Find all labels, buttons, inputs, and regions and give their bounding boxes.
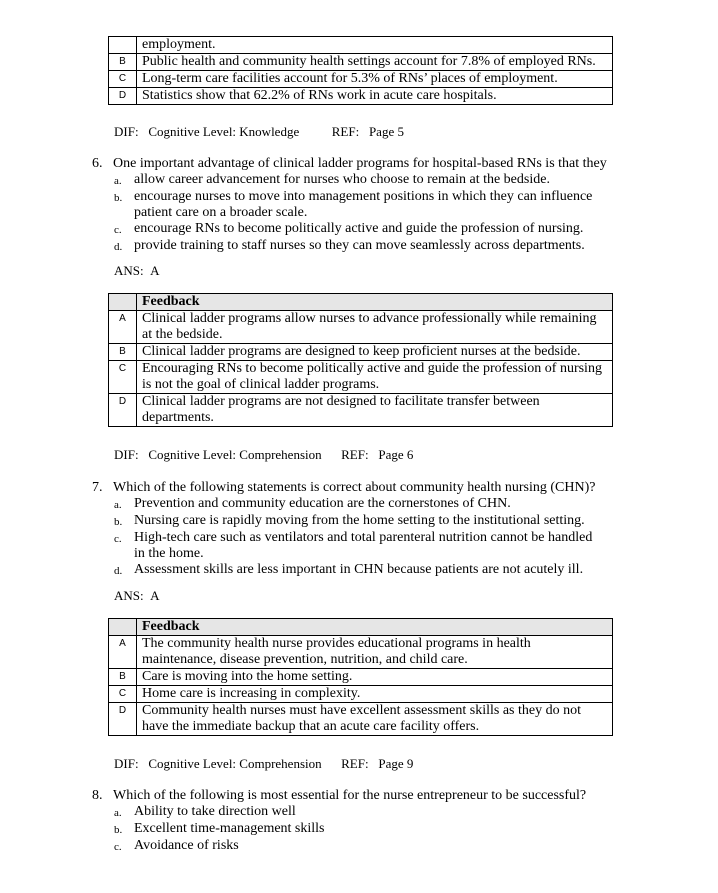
option-letter: c. <box>114 841 122 853</box>
dif-label: DIF: <box>114 756 139 771</box>
feedback-table-q5 <box>108 36 613 105</box>
feedback-letter: A <box>109 311 137 343</box>
answer-option <box>114 513 632 530</box>
question-7 <box>92 479 632 579</box>
ref-value: Page 5 <box>368 124 404 139</box>
feedback-header-row <box>109 619 612 635</box>
feedback-row <box>109 70 612 87</box>
feedback-row <box>109 360 612 393</box>
option-text: Ability to take direction well <box>134 804 296 819</box>
ans-label: ANS: <box>114 263 144 278</box>
feedback-header-row <box>109 294 612 310</box>
feedback-header: Feedback <box>137 619 612 635</box>
option-letter: b. <box>114 824 123 836</box>
feedback-row <box>109 87 612 104</box>
option-letter: c. <box>114 224 122 236</box>
option-letter: a. <box>114 175 122 187</box>
feedback-row <box>109 53 612 70</box>
answer-option <box>114 172 632 189</box>
option-text: encourage RNs to become politically active and guide the profession of nursing. <box>134 221 584 236</box>
answer-option <box>114 189 632 221</box>
option-text: High-tech care such as ventilators and total parenteral nutrition cannot be handled in the home. <box>134 530 593 561</box>
feedback-header-blank <box>109 294 137 310</box>
feedback-text: The community health nurse provides educational programs in health maintenance, disease prevention, nutrition, and child care. <box>142 636 531 667</box>
answer-option <box>114 804 632 821</box>
feedback-letter: D <box>109 88 137 104</box>
feedback-text: employment. <box>142 37 216 52</box>
dif-value: Cognitive Level: Knowledge <box>148 124 300 139</box>
feedback-letter <box>109 37 137 53</box>
feedback-letter: B <box>109 344 137 360</box>
answer-option <box>114 530 632 562</box>
feedback-text: Home care is increasing in complexity. <box>142 686 361 701</box>
meta-line-q6 <box>114 447 413 463</box>
feedback-row <box>109 37 612 53</box>
feedback-letter: D <box>109 703 137 735</box>
dif-label: DIF: <box>114 447 139 462</box>
ans-value: A <box>150 263 160 278</box>
ans-value: A <box>150 588 160 603</box>
answer-option <box>114 238 632 255</box>
question-text: Which of the following is most essential for the nurse entrepreneur to be successful? <box>113 788 587 803</box>
feedback-row <box>109 343 612 360</box>
feedback-letter: C <box>109 71 137 87</box>
feedback-row <box>109 702 612 735</box>
feedback-letter: C <box>109 686 137 702</box>
option-letter: a. <box>114 807 122 819</box>
ref-label: REF: <box>341 756 369 771</box>
option-letter: b. <box>114 192 123 204</box>
answer-option <box>114 821 632 838</box>
feedback-text: Long-term care facilities account for 5.3% of RNs’ places of employment. <box>142 71 558 86</box>
option-text: Nursing care is rapidly moving from the home setting to the institutional setting. <box>134 513 585 528</box>
option-text: provide training to staff nurses so they can move seamlessly across departments. <box>134 238 585 253</box>
question-text: Which of the following statements is correct about community health nursing (CHN)? <box>113 480 596 495</box>
option-text: allow career advancement for nurses who choose to remain at the bedside. <box>134 172 550 187</box>
feedback-text: Public health and community health settings account for 7.8% of employed RNs. <box>142 54 596 69</box>
meta-line-q5 <box>114 124 404 140</box>
ref-label: REF: <box>331 124 360 139</box>
feedback-row <box>109 685 612 702</box>
option-letter: d. <box>114 241 123 253</box>
option-letter: d. <box>114 565 123 577</box>
feedback-letter: A <box>109 636 137 668</box>
ref-label: REF: <box>341 447 369 462</box>
feedback-letter: D <box>109 394 137 426</box>
option-text: encourage nurses to move into management positions in which they can influence patient care on a broader scale. <box>134 189 593 220</box>
ans-label: ANS: <box>114 588 144 603</box>
feedback-letter: C <box>109 361 137 393</box>
question-number: 6. <box>92 156 103 171</box>
ref-value: Page 9 <box>378 756 414 771</box>
option-text: Excellent time-management skills <box>134 821 325 836</box>
question-6 <box>92 155 632 255</box>
dif-value: Cognitive Level: Comprehension <box>148 756 322 771</box>
dif-value: Cognitive Level: Comprehension <box>148 447 322 462</box>
feedback-row <box>109 635 612 668</box>
option-letter: b. <box>114 516 123 528</box>
answer-option <box>114 221 632 238</box>
feedback-table-q7 <box>108 618 613 736</box>
answer-line-q7 <box>114 588 160 604</box>
answer-option <box>114 562 632 579</box>
option-letter: c. <box>114 533 122 545</box>
feedback-letter: B <box>109 54 137 70</box>
question-stem <box>92 787 632 804</box>
feedback-text: Clinical ladder programs allow nurses to advance professionally while remaining at the bedside. <box>142 311 597 342</box>
option-letter: a. <box>114 499 122 511</box>
question-stem <box>92 155 632 172</box>
feedback-table-q6 <box>108 293 613 427</box>
answer-line-q6 <box>114 263 160 279</box>
feedback-text: Clinical ladder programs are designed to keep proficient nurses at the bedside. <box>142 344 581 359</box>
dif-label: DIF: <box>114 124 139 139</box>
answer-option <box>114 496 632 513</box>
question-number: 7. <box>92 480 103 495</box>
question-text: One important advantage of clinical ladder programs for hospital-based RNs is that they <box>113 156 607 171</box>
question-stem <box>92 479 632 496</box>
feedback-text: Encouraging RNs to become politically active and guide the profession of nursing is not the goal of clinical ladder programs. <box>142 361 602 392</box>
feedback-text: Clinical ladder programs are not designed to facilitate transfer between departments. <box>142 394 540 425</box>
feedback-text: Statistics show that 62.2% of RNs work in acute care hospitals. <box>142 88 497 103</box>
feedback-header-blank <box>109 619 137 635</box>
question-number: 8. <box>92 788 103 803</box>
feedback-row <box>109 310 612 343</box>
feedback-text: Care is moving into the home setting. <box>142 669 353 684</box>
question-8 <box>92 787 632 855</box>
option-text: Assessment skills are less important in CHN because patients are not acutely ill. <box>134 562 584 577</box>
answer-option <box>114 838 632 855</box>
feedback-header: Feedback <box>137 294 612 310</box>
feedback-text: Community health nurses must have excellent assessment skills as they do not have the immediate backup that an acute care facility offers. <box>142 703 581 734</box>
feedback-row <box>109 668 612 685</box>
option-text: Avoidance of risks <box>134 838 239 853</box>
meta-line-q7 <box>114 756 413 772</box>
option-text: Prevention and community education are the cornerstones of CHN. <box>134 496 511 511</box>
feedback-row <box>109 393 612 426</box>
feedback-letter: B <box>109 669 137 685</box>
ref-value: Page 6 <box>378 447 414 462</box>
